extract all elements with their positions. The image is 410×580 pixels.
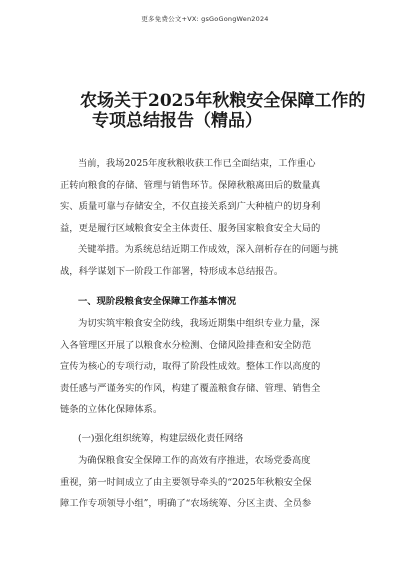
section-heading-1: 一、现阶段粮食安全保障工作基本情况 — [78, 296, 237, 307]
header-note: 更多免费公文+VX: gsGoGongWen2024 — [141, 15, 269, 23]
section-1-paragraph — [60, 313, 360, 421]
intro-line: 关键举措。为系统总结近期工作成效，深入剖析存在的问题与挑 — [78, 244, 339, 256]
document-title-line-2: 专项总结报告（精品） — [92, 111, 262, 131]
section-1-line: 责任感与严谨务实的作风，构建了覆盖粮食存储、管理、销售全 — [60, 382, 321, 394]
intro-line: 战，科学谋划下一阶段工作部署，特形成本总结报告。 — [60, 265, 284, 277]
section-1-line: 为切实筑牢粮食安全防线，我场近期集中组织专业力量，深 — [78, 318, 320, 329]
subsection-1-line: 重视，第一时间成立了由主要领导牵头的“2025年秋粮安全保 — [60, 476, 312, 488]
document-title-line-1: 农场关于2025年秋粮安全保障工作的 — [80, 91, 366, 111]
intro-paragraph — [60, 153, 360, 283]
intro-line: 正转向粮食的存储、管理与销售环节。保障秋粮离田后的数量真 — [60, 179, 321, 191]
intro-line: 益，更是履行区域粮食安全主体责任、服务国家粮食安全大局的 — [60, 222, 321, 234]
intro-line: 实、质量可靠与存储安全，不仅直接关系到广大种植户的切身利 — [60, 201, 321, 213]
intro-line: 当前，我场2025年度秋粮收获工作已全面结束，工作重心 — [78, 158, 316, 169]
subsection-heading-1: (一)强化组织统筹，构建层级化责任网络 — [78, 433, 244, 444]
subsection-1-line: 障工作专项领导小组”，明确了“农场统筹、分区主责、全员参 — [60, 498, 312, 510]
section-1-line: 入各管理区开展了以粮食水分检测、仓储风险排查和安全防范 — [60, 339, 312, 351]
subsection-1-line: 为确保粮食安全保障工作的高效有序推进，农场党委高度 — [78, 455, 311, 466]
subsection-1-paragraph — [60, 450, 360, 515]
section-1-line: 宣传为核心的专项行动，取得了阶段性成效。整体工作以高度的 — [60, 361, 321, 373]
section-1-line: 链条的立体化保障体系。 — [60, 404, 163, 416]
